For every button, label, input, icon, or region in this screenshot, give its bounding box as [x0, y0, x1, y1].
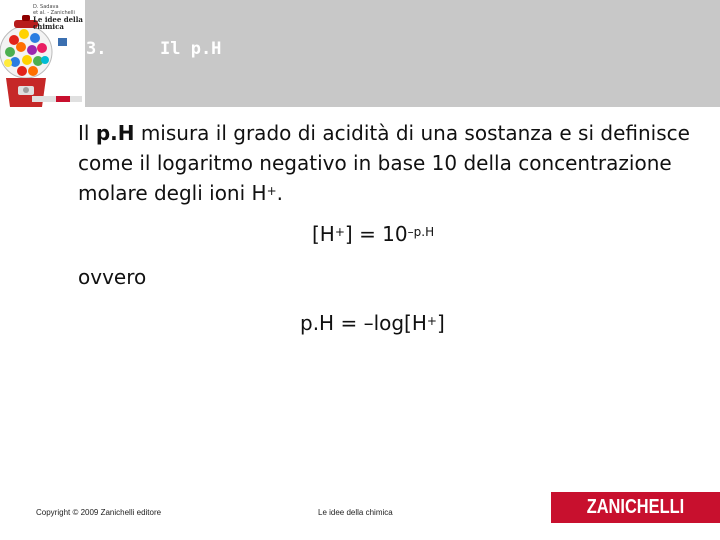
- formula2-left: p.H = –log[H: [300, 311, 427, 335]
- book-cover-thumbnail: [0, 0, 85, 107]
- cover-title-line2: chimica: [33, 22, 64, 31]
- cover-author-line1: D. Sadava: [33, 4, 59, 10]
- cover-title-line1: Le idee della: [33, 15, 83, 24]
- logo-text: ZANICHELLI: [586, 496, 685, 518]
- formula1-superscript-exponent: –p.H: [407, 225, 435, 239]
- formula-concentration: [312, 219, 434, 249]
- ovvero-text: ovvero: [78, 265, 147, 289]
- cover-book-title: [33, 16, 83, 30]
- footer-book-title: Le idee della chimica: [318, 508, 393, 517]
- definition-body: misura il grado di acidità di una sostanza e si definisce come il logaritmo negativo in base 10 della concentrazione molare degli ioni H: [78, 121, 690, 205]
- header-bar: [0, 0, 720, 107]
- definition-paragraph: [78, 118, 708, 208]
- publisher-mark-icon: [58, 38, 67, 46]
- definition-superscript: +: [266, 184, 277, 198]
- definition-pre: Il: [78, 121, 96, 145]
- section-number: 3.: [86, 39, 107, 59]
- slide-title: Il p.H: [160, 39, 222, 59]
- formula2-right: ]: [436, 311, 445, 335]
- cover-band-red: [56, 96, 70, 102]
- formula2-superscript: +: [426, 314, 437, 328]
- formula1-mid: ] = 10: [344, 222, 408, 246]
- definition-end: .: [276, 181, 283, 205]
- definition-bold-term: p.H: [95, 121, 135, 145]
- formula-ph: [300, 308, 445, 338]
- formula1-superscript-charge: +: [334, 225, 345, 239]
- copyright-text: Copyright © 2009 Zanichelli editore: [36, 508, 162, 517]
- zanichelli-logo: [551, 492, 720, 523]
- cover-author-line2: et al. - Zanichelli: [33, 10, 75, 16]
- formula1-left: [H: [312, 222, 335, 246]
